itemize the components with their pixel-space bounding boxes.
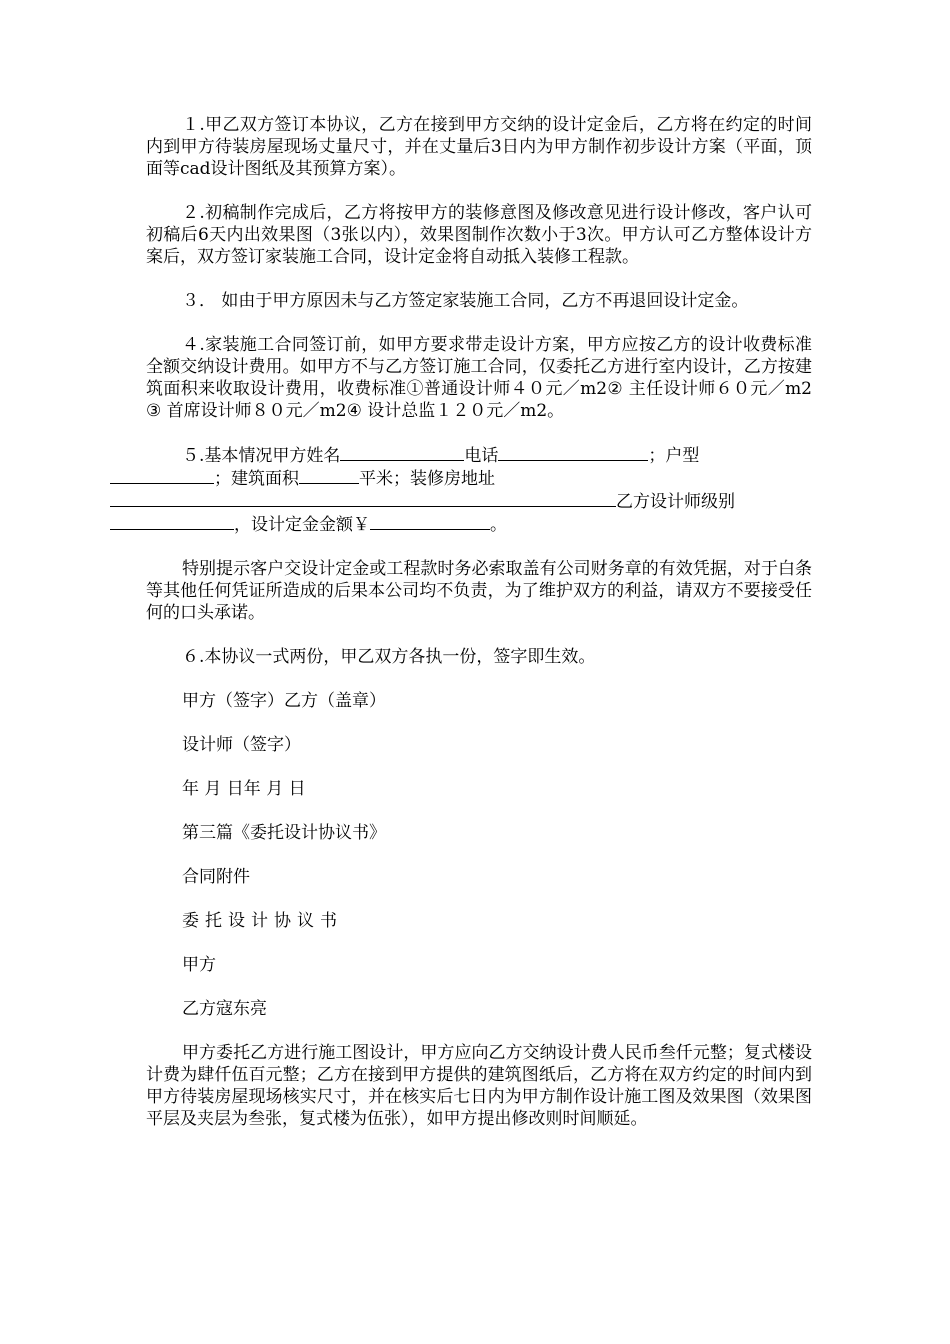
- special-notice: 特别提示客户交设计定金或工程款时务必索取盖有公司财务章的有效凭据，对于白条等其他任何凭证所造成的后果本公司均不负责，为了维护双方的利益，请双方不要接受任何的口头承诺。: [146, 559, 812, 623]
- party-b: 乙方寇东亮: [182, 999, 267, 1019]
- clause-5-type-label: ；户型: [648, 446, 700, 466]
- clause-4: ４.家装施工合同签订前，如甲方要求带走设计方案，甲方应按乙方的设计收费标准全额交纳设计费用。如甲方不与乙方签订施工合同，仅委托乙方进行室内设计，乙方按建筑面积来收取设计费用，收费标准①普通设计师４０元／m2② 主任设计师６０元／m2③ 首席设计师８０元／m2④ 设计总监１２０元／m2。: [146, 335, 812, 421]
- attachment-label: 合同附件: [182, 867, 250, 887]
- deposit-blank: [370, 513, 490, 530]
- clause-6: ６.本协议一式两份，甲乙双方各执一份，签字即生效。: [182, 647, 596, 667]
- clause-5-end: 。: [490, 515, 507, 535]
- signature-parties: 甲方（签字）乙方（盖章）: [182, 691, 386, 711]
- designer-level-blank: [110, 513, 234, 530]
- clause-5-deposit-label: ，设计定金金额￥: [234, 515, 370, 535]
- party-a: 甲方: [182, 955, 216, 975]
- address-blank: [110, 490, 616, 507]
- clause-5-address-label: 平米；装修房地址: [359, 469, 495, 489]
- house-type-blank: [110, 467, 214, 484]
- signature-designer: 设计师（签字）: [182, 735, 301, 755]
- signature-date: 年 月 日年 月 日: [182, 779, 306, 799]
- agreement-title: 委托设计协议书: [182, 911, 343, 931]
- clause-5-phone-label: 电话: [464, 446, 499, 466]
- clause-5-designer-label: 乙方设计师级别: [616, 492, 735, 512]
- clause-5: [146, 444, 812, 536]
- clause-1: １.甲乙双方签订本协议，乙方在接到甲方交纳的设计定金后，乙方将在约定的时间内到甲方待装房屋现场丈量尺寸，并在丈量后3日内为甲方制作初步设计方案（平面，顶面等cad设计图纸及其预算方案）。: [146, 115, 812, 179]
- clause-5-area-label: ；建筑面积: [214, 469, 299, 489]
- clause-5-name-label: ５.基本情况甲方姓名: [182, 446, 341, 466]
- clause-3: ３． 如由于甲方原因未与乙方签定家装施工合同，乙方不再退回设计定金。: [182, 291, 749, 311]
- document-page: [146, 114, 812, 1152]
- section-title: 第三篇《委托设计协议书》: [182, 823, 386, 843]
- phone-blank: [498, 444, 648, 461]
- design-terms: 甲方委托乙方进行施工图设计，甲方应向乙方交纳设计费人民币叁仟元整；复式楼设计费为肆仟伍百元整；乙方在接到甲方提供的建筑图纸后，乙方将在双方约定的时间内到甲方待装房屋现场核实尺寸，并在核实后七日内为甲方制作设计施工图及效果图（效果图平层及夹层为叁张，复式楼为伍张），如甲方提出修改则时间顺延。: [146, 1043, 812, 1129]
- name-blank: [340, 444, 464, 461]
- clause-2: ２.初稿制作完成后，乙方将按甲方的装修意图及修改意见进行设计修改，客户认可初稿后6天内出效果图（3张以内），效果图制作次数小于3次。甲方认可乙方整体设计方案后，双方签订家装施工合同，设计定金将自动抵入装修工程款。: [146, 203, 812, 267]
- area-blank: [299, 467, 359, 484]
